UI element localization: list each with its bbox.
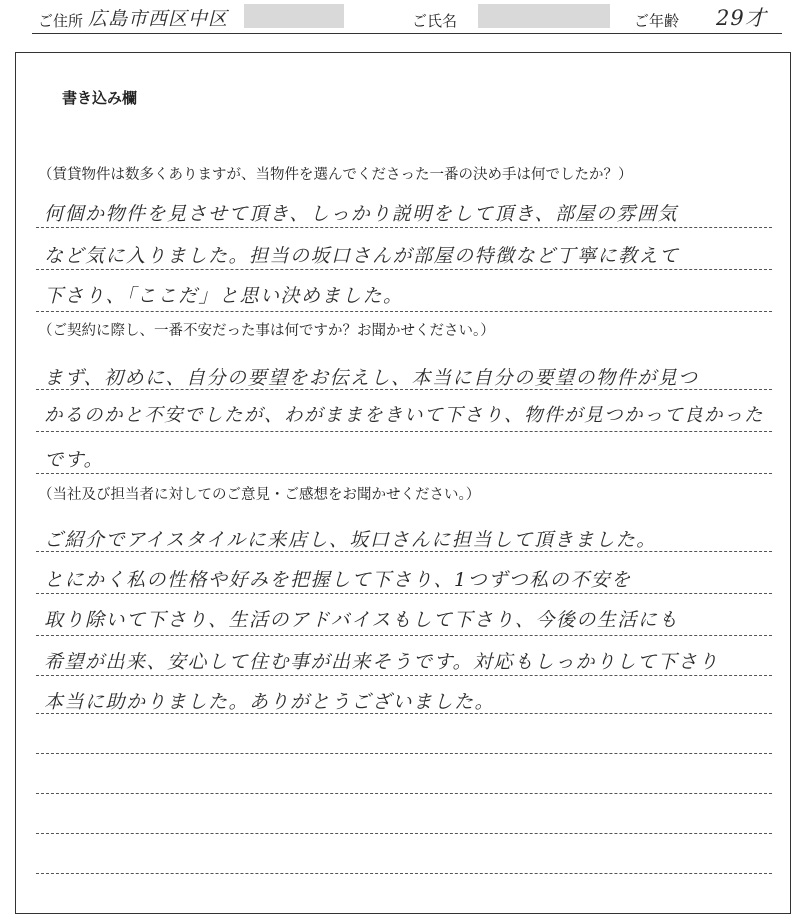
question-biggest-worry: （ご契約に際し、一番不安だった事は何ですか？お聞かせください。）: [38, 323, 495, 339]
writing-rule: [36, 635, 772, 636]
writing-rule: [36, 833, 772, 834]
comment-panel: [15, 52, 791, 914]
writing-rule: [36, 431, 772, 432]
header-underline: [32, 33, 782, 34]
answer-line: 下さり、「ここだ」と思い決めました。: [44, 285, 404, 307]
address-value: 広島市西区中区: [88, 8, 229, 30]
writing-rule: [36, 389, 772, 390]
name-label: ご氏名: [412, 12, 458, 30]
writing-rule: [36, 873, 772, 874]
writing-rule: [36, 551, 772, 552]
writing-rule: [36, 473, 772, 474]
redacted-address-block: [244, 4, 344, 28]
question-feedback: （当社及び担当者に対してのご意見・ご感想をお聞かせください。）: [38, 487, 481, 503]
writing-rule: [36, 713, 772, 714]
address-label: ご住所: [38, 12, 84, 30]
answer-line: 何個か物件を見させて頂き、しっかり説明をして頂き、部屋の雰囲気: [44, 203, 678, 225]
answer-line: ご紹介でアイスタイルに来店し、坂口さんに担当して頂きました。: [44, 529, 657, 551]
answer-line: など気に入りました。担当の坂口さんが部屋の特徴など丁寧に教えて: [44, 245, 680, 267]
redacted-name-block: [478, 4, 610, 28]
form-header: [0, 0, 800, 38]
panel-title: 書き込み欄: [62, 89, 138, 107]
answer-line: かるのかと不安でしたが、わがままをきいて下さり、物件が見つかって良かった: [44, 405, 765, 426]
writing-rule: [36, 593, 772, 594]
answer-line: です。: [44, 449, 104, 471]
writing-rule: [36, 675, 772, 676]
writing-rule: [36, 311, 772, 312]
answer-line: 取り除いて下さり、生活のアドバイスもして下さり、今後の生活にも: [44, 609, 679, 631]
answer-line: 希望が出来、安心して住む事が出来そうです。対応もしっかりして下さり: [44, 651, 719, 673]
question-deciding-factor: （賃貸物件は数多くありますが、当物件を選んでくださった一番の決め手は何でしたか？）: [38, 167, 633, 183]
age-value: 29才: [716, 6, 767, 30]
writing-rule: [36, 753, 772, 754]
answer-line: とにかく私の性格や好みを把握して下さり、1つずつ私の不安を: [44, 569, 632, 591]
writing-rule: [36, 269, 772, 270]
writing-rule: [36, 227, 772, 228]
writing-rule: [36, 793, 772, 794]
answer-line: 本当に助かりました。ありがとうございました。: [44, 691, 496, 713]
answer-line: まず、初めに、自分の要望をお伝えし、本当に自分の要望の物件が見つ: [44, 367, 699, 389]
age-label: ご年齢: [634, 12, 680, 30]
